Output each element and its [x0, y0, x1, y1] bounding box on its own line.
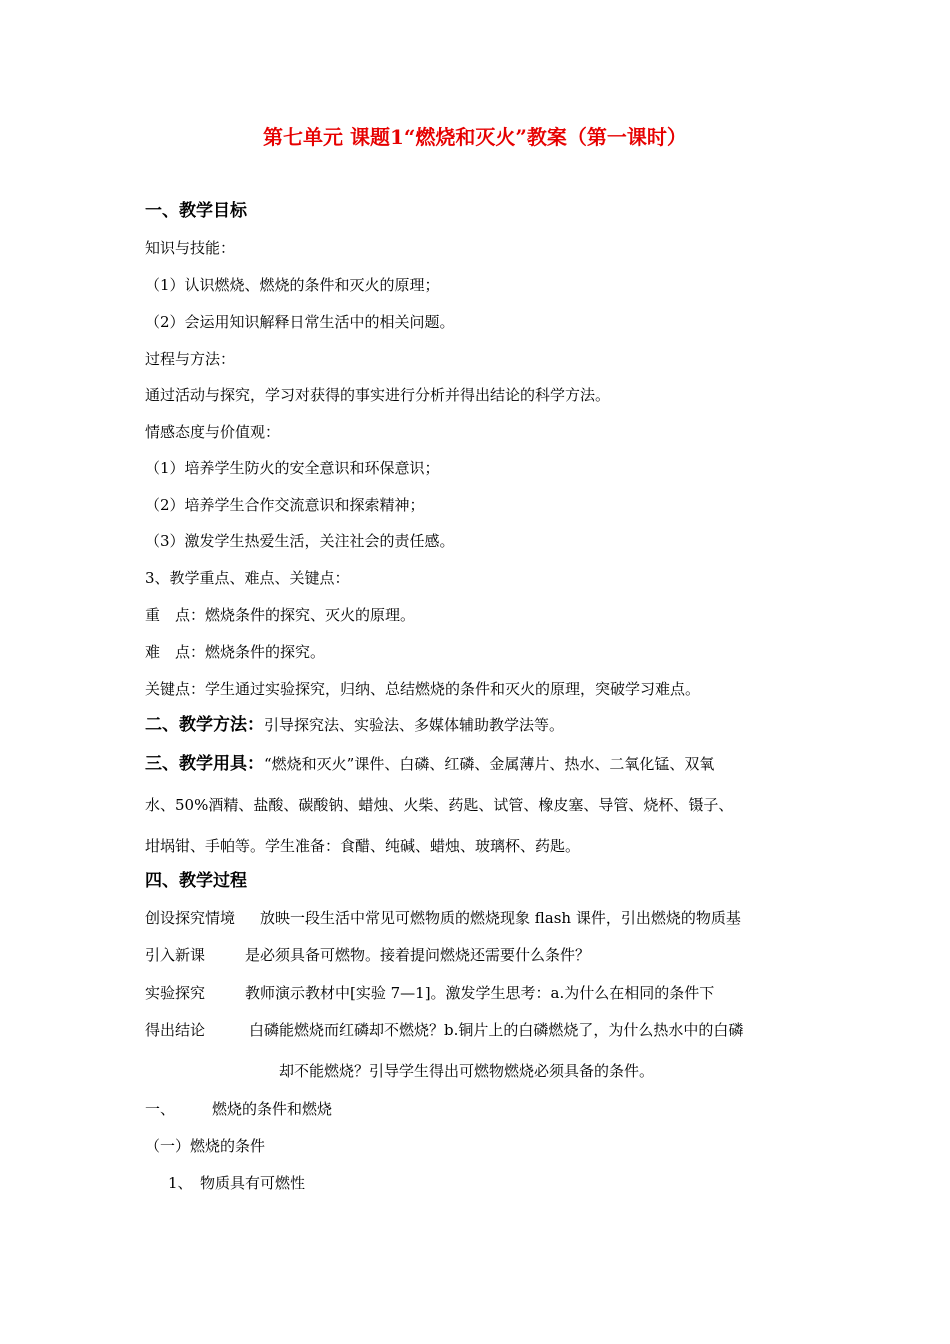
- process-row-3-label: 实验探究: [145, 984, 206, 1002]
- difficulty-text: 燃烧条件的探究。: [205, 643, 326, 661]
- knowledge-item-1: （1）认识燃烧、燃烧的条件和灭火的原理；: [145, 276, 440, 294]
- focus-line: [145, 605, 415, 625]
- emotion-label: 情感态度与价值观：: [145, 423, 281, 441]
- focus-text: 燃烧条件的探究、灭火的原理。: [205, 606, 416, 624]
- knowledge-label: 知识与技能：: [145, 239, 236, 257]
- keypoint-text: 学生通过实验探究，归纳、总结燃烧的条件和灭火的原理，突破学习难点。: [205, 680, 701, 698]
- section-3-heading: 三、教学用具：: [145, 754, 264, 774]
- process-row-3-text: 教师演示教材中[实验 7—1]。激发学生思考：a.为什么在相同的条件下: [245, 984, 715, 1002]
- process-item-1: 通过活动与探究，学习对获得的事实进行分析并得出结论的科学方法。: [145, 386, 611, 404]
- process-row-4: [145, 1020, 743, 1040]
- difficulty-label: 难 点：: [145, 643, 206, 661]
- section-2-line: [145, 715, 564, 735]
- knowledge-item-2: （2）会运用知识解释日常生活中的相关问题。: [145, 313, 455, 331]
- section-1-heading: 一、教学目标: [145, 201, 247, 221]
- process-row-2-label: 引入新课: [145, 946, 206, 964]
- section-3-line-3: 坩埚钳、手帕等。学生准备：食醋、纯碱、蜡烛、玻璃杯、药匙。: [145, 837, 581, 855]
- process-row-3: [145, 983, 714, 1003]
- keypoint-line: [145, 679, 700, 699]
- section-2-text: 引导探究法、实验法、多媒体辅助教学法等。: [264, 716, 565, 734]
- process-row-2-text: 是必须具备可燃物。接着提问燃烧还需要什么条件？: [245, 946, 591, 964]
- process-row-1-label: 创设探究情境: [145, 909, 236, 927]
- key-points-label: 3、教学重点、难点、关键点：: [145, 569, 350, 587]
- subsection-3-label: 1、: [168, 1174, 193, 1192]
- process-row-5: 却不能燃烧？引导学生得出可燃物燃烧必须具备的条件。: [279, 1062, 655, 1080]
- process-label: 过程与方法：: [145, 350, 236, 368]
- focus-label: 重 点：: [145, 606, 206, 624]
- process-row-1: [145, 908, 741, 928]
- subsection-2: （一）燃烧的条件: [145, 1137, 266, 1155]
- subsection-1: [145, 1099, 332, 1119]
- subsection-1-text: 燃烧的条件和燃烧: [212, 1100, 333, 1118]
- emotion-item-3: （3）激发学生热爱生活，关注社会的责任感。: [145, 532, 455, 550]
- subsection-1-label: 一、: [145, 1100, 176, 1118]
- process-row-4-label: 得出结论: [145, 1021, 206, 1039]
- difficulty-line: [145, 642, 325, 662]
- emotion-item-1: （1）培养学生防火的安全意识和环保意识；: [145, 459, 440, 477]
- subsection-3: [168, 1173, 305, 1193]
- page-title: 第七单元 课题1“燃烧和灭火”教案（第一课时）: [263, 125, 687, 149]
- subsection-3-text: 物质具有可燃性: [200, 1174, 306, 1192]
- process-row-1-text: 放映一段生活中常见可燃物质的燃烧现象 flash 课件，引出燃烧的物质基: [260, 909, 741, 927]
- section-3-text-1: “燃烧和灭火”课件、白磷、红磷、金属薄片、热水、二氧化锰、双氧: [264, 755, 715, 773]
- section-2-heading: 二、教学方法：: [145, 715, 264, 735]
- process-row-4-text: 白磷能燃烧而红磷却不燃烧？b.铜片上的白磷燃烧了，为什么热水中的白磷: [249, 1021, 744, 1039]
- emotion-item-2: （2）培养学生合作交流意识和探索精神；: [145, 496, 425, 514]
- section-3-line-1: [145, 754, 714, 774]
- keypoint-label: 关键点：: [145, 680, 206, 698]
- section-4-heading: 四、教学过程: [145, 871, 247, 891]
- process-row-2: [145, 945, 590, 965]
- section-3-line-2: 水、50%酒精、盐酸、碳酸钠、蜡烛、火柴、药匙、试管、橡皮塞、导管、烧杯、镊子、: [145, 796, 734, 814]
